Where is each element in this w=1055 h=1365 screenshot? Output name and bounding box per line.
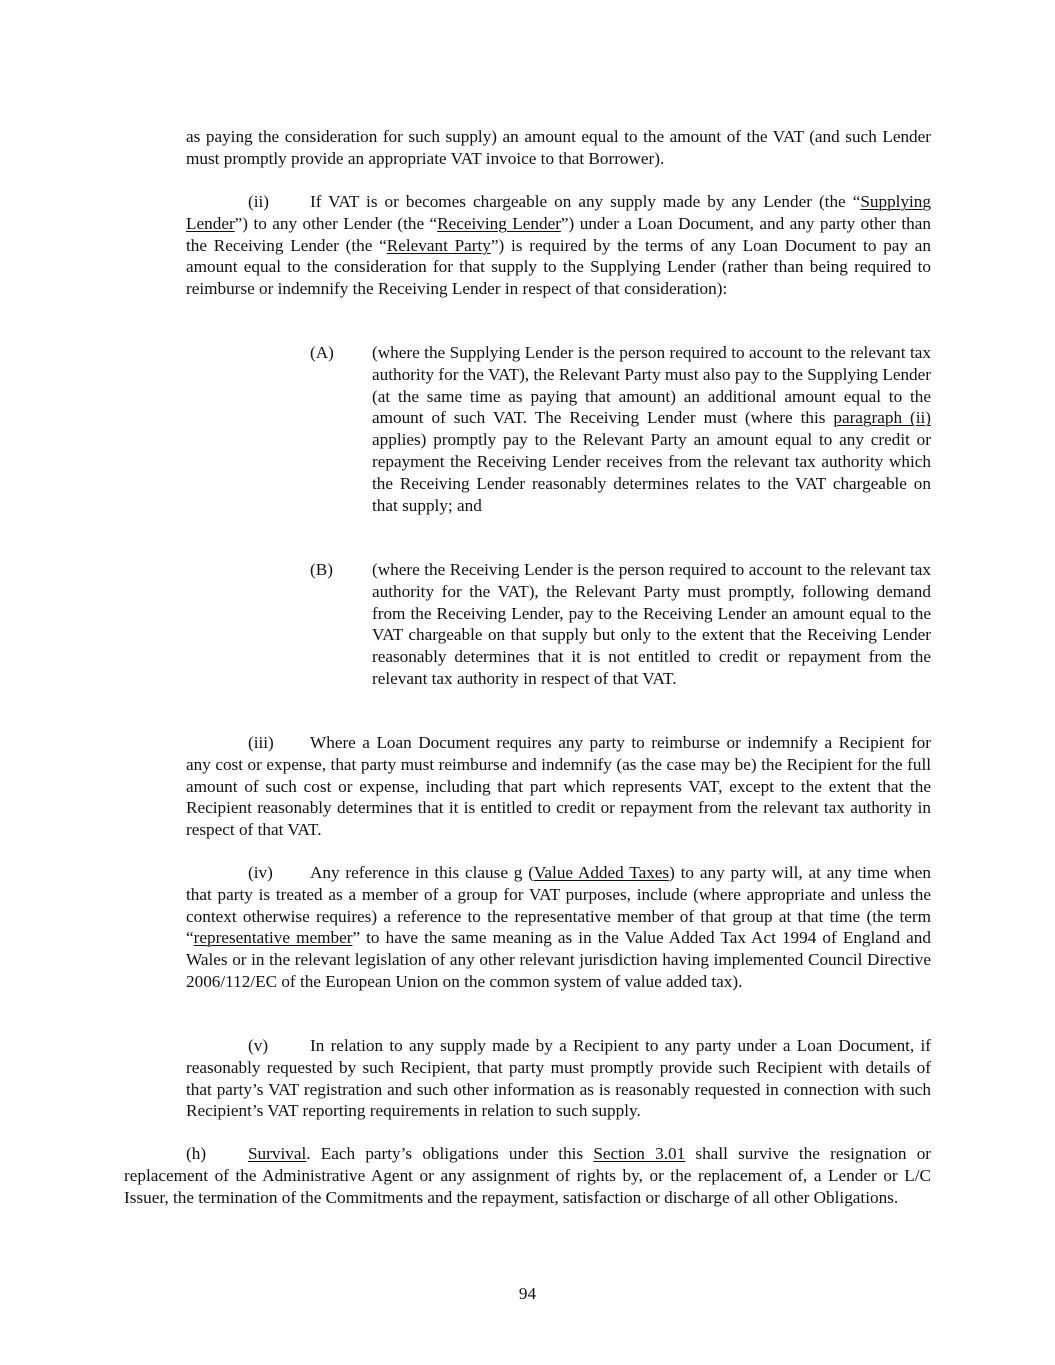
paragraph-iii-marker: (iii)	[248, 733, 274, 752]
paragraph-h	[124, 1143, 931, 1208]
paragraph-ii	[186, 191, 931, 300]
paragraph-ii-marker: (ii)	[248, 192, 269, 211]
subparagraph-a-body	[372, 342, 931, 516]
section-heading-survival: Survival	[248, 1144, 307, 1163]
paragraph-iv-text-3: ” to have the same meaning as in the Value Added Tax Act 1994 of England and Wales or in the relevant legislation of any other relevant jurisdiction having implemented Council Directive 2006/112/EC of the European Union on the common system of value added tax).	[186, 928, 931, 991]
paragraph-iii-text: Where a Loan Document requires any party to reimburse or indemnify a Recipient for any cost or expense, that party must reimburse and indemnify (as the case may be) the Recipient for the full amount of such cost or expense, including that part which represents VAT, except to the extent that the Recipient reasonably determines that it is entitled to credit or repayment from the relevant tax authority in respect of that VAT.	[186, 733, 931, 840]
paragraph-iv-text-2: ) to any party will, at any time when that party is treated as a member of a group for VAT purposes, include (where appropriate and unless the context otherwise requires) a reference to the representative member of that group at that time (the term “	[186, 863, 931, 948]
defined-term-representative-member: representative member	[193, 928, 353, 948]
paragraph-iii	[186, 732, 931, 841]
subparagraph-a-text-2: applies) promptly pay to the Relevant Party an amount equal to any credit or repayment the Receiving Lender receives from the relevant tax authority which the Receiving Lender reasonably determines relates to the VAT chargeable on that supply; and	[372, 430, 931, 515]
cross-reference-section-3-01: Section 3.01	[593, 1144, 686, 1163]
defined-term-supplying-lender: Supplying Lender	[186, 192, 931, 233]
paragraph-iv-marker: (iv)	[248, 863, 273, 882]
defined-term-relevant-party: Relevant Party	[386, 235, 491, 255]
paragraph-ii-text-4: ”) is required by the terms of any Loan Document to pay an amount equal to the consideration for that supply to the Supplying Lender (rather than being required to reimburse or indemnify the Receiving Lender in respect of that consideration):	[186, 235, 931, 299]
paragraph-ii-text-3: ”) under a Loan Document, and any party other than the Receiving Lender (the “	[186, 213, 931, 255]
paragraph-ii-text-2: ”) to any other Lender (the “	[234, 213, 438, 233]
paragraph-v-marker: (v)	[248, 1036, 269, 1055]
paragraph-h-marker: (h)	[186, 1144, 207, 1163]
subparagraph-b-body	[372, 559, 931, 690]
cross-reference-paragraph-ii: paragraph (ii)	[833, 408, 931, 428]
subparagraph-a-text-1: (where the Supplying Lender is the person required to account to the relevant tax authority for the VAT), the Relevant Party must also pay to the Supplying Lender (at the same time as paying that amount) an additional amount equal to the amount of such VAT. The Receiving Lender must (where this	[372, 343, 931, 428]
page-number: 94	[518, 1284, 537, 1303]
subparagraph-b-label: (B)	[310, 560, 333, 579]
paragraph-ii-text-1: If VAT is or becomes chargeable on any supply made by any Lender (the “	[310, 192, 861, 211]
paragraph-v-text: In relation to any supply made by a Recipient to any party under a Loan Document, if reasonably requested by such Recipient, that party must promptly provide such Recipient with details of that party’s VAT registration and such other information as is reasonably requested in connection with such Recipient’s VAT reporting requirements in relation to such supply.	[186, 1036, 931, 1121]
defined-term-receiving-lender: Receiving Lender	[437, 213, 561, 233]
subparagraph-a-label: (A)	[310, 343, 334, 362]
paragraph-h-text-2: shall survive the resignation or replacement of the Administrative Agent or any assignment of rights by, or the replacement of, a Lender or L/C Issuer, the termination of the Commitments and the repayment, satisfaction or discharge of all other Obligations.	[124, 1144, 932, 1207]
paragraph-h-text-1: . Each party’s obligations under this	[306, 1144, 594, 1163]
paragraph-continuation	[186, 126, 931, 170]
paragraph-iv	[186, 862, 931, 993]
cross-reference-value-added-taxes: Value Added Taxes	[533, 863, 670, 882]
paragraph-iv-text-1: Any reference in this clause g (	[310, 863, 534, 882]
paragraph-continuation-text: as paying the consideration for such supply) an amount equal to the amount of the VAT (and such Lender must promptly provide an appropriate VAT invoice to that Borrower).	[186, 127, 931, 168]
subparagraph-b-text: (where the Receiving Lender is the person required to account to the relevant tax authority for the VAT), the Relevant Party must promptly, following demand from the Receiving Lender, pay to the Receiving Lender an amount equal to the VAT chargeable on that supply but only to the extent that the Receiving Lender reasonably determines that it is not entitled to credit or repayment from the relevant tax authority in respect of that VAT.	[372, 560, 931, 688]
paragraph-v	[186, 1035, 931, 1122]
